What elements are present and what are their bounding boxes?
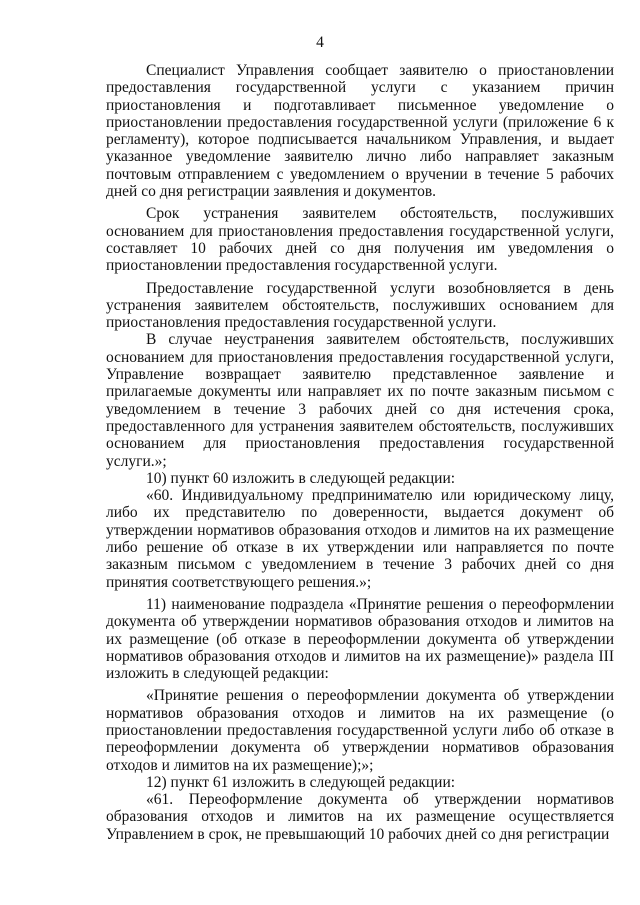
paragraph-item-12-heading: 12) пункт 61 изложить в следующей редакции:	[146, 773, 456, 791]
paragraph-service-resumption: Предоставление государственной услуги возобновляется в день устранения заявителем обстоятельств, послуживших основанием для приостановления предоставления государственной услуги.	[106, 279, 614, 332]
paragraph-elimination-term: Срок устранения заявителем обстоятельств, послуживших основанием для приостановления предоставления государственной услуги, составляет 10 рабочих дней со дня получения им уведомления о приостановлении предоставления государственной услуги.	[106, 205, 614, 275]
paragraph-clause-60: «60. Индивидуальному предпринимателю или юридическому лицу, либо их представителю по доверенности, выдается документ об утверждении нормативов образования отходов и лимитов на их размещение либо решение об отказе в их утверждении или направляется по почте заказным письмом с уведомлением в течение 3 рабочих дней со дня принятия соответствующего решения.»;	[106, 487, 614, 591]
paragraph-item-10-heading: 10) пункт 60 изложить в следующей редакции:	[146, 469, 456, 487]
page-number: 4	[316, 34, 324, 51]
paragraph-clause-61: «61. Переоформление документа об утверждении нормативов образования отходов и лимитов на их размещение осуществляется Управлением в срок, не превышающий 10 рабочих дней со дня регистрации	[106, 791, 614, 843]
paragraph-item-11: 11) наименование подраздела «Принятие решения о переоформлении документа об утверждении нормативов образования отходов и лимитов на их размещение (об отказе в переоформлении документа об утверждении нормативов образования отходов и лимитов на их размещение)» раздела III изложить в следующей редакции:	[106, 595, 614, 683]
document-body	[106, 62, 614, 843]
paragraph-suspension-notice: Специалист Управления сообщает заявителю о приостановлении предоставления государственной услуги с указанием причин приостановления и подготавливает письменное уведомление о приостановлении предоставления государственной услуги (приложение 6 к регламенту), которое подписывается начальником Управления, и выдает указанное уведомление заявителю лично либо направляет заказным почтовым отправлением с уведомлением о вручении в течение 5 рабочих дней со дня регистрации заявления и документов.	[106, 62, 614, 201]
paragraph-subsection-title: «Принятие решения о переоформлении документа об утверждении нормативов образования отходов и лимитов на их размещение (о приостановлении предоставления государственной услуги либо об отказе в переоформлении документа об утверждении нормативов образования отходов и лимитов на их размещение);»;	[106, 687, 614, 774]
paragraph-documents-return: В случае неустранения заявителем обстоятельств, послуживших основанием для приостановления предоставления государственной услуги, Управление возвращает заявителю представленное заявление и прилагаемые документы или направляет их по почте заказным письмом с уведомлением в течение 3 рабочих дней со дня истечения срока, предоставленного для устранения заявителем обстоятельств, послуживших основанием для приостановления предоставления государственной услуги.»;	[106, 331, 614, 470]
